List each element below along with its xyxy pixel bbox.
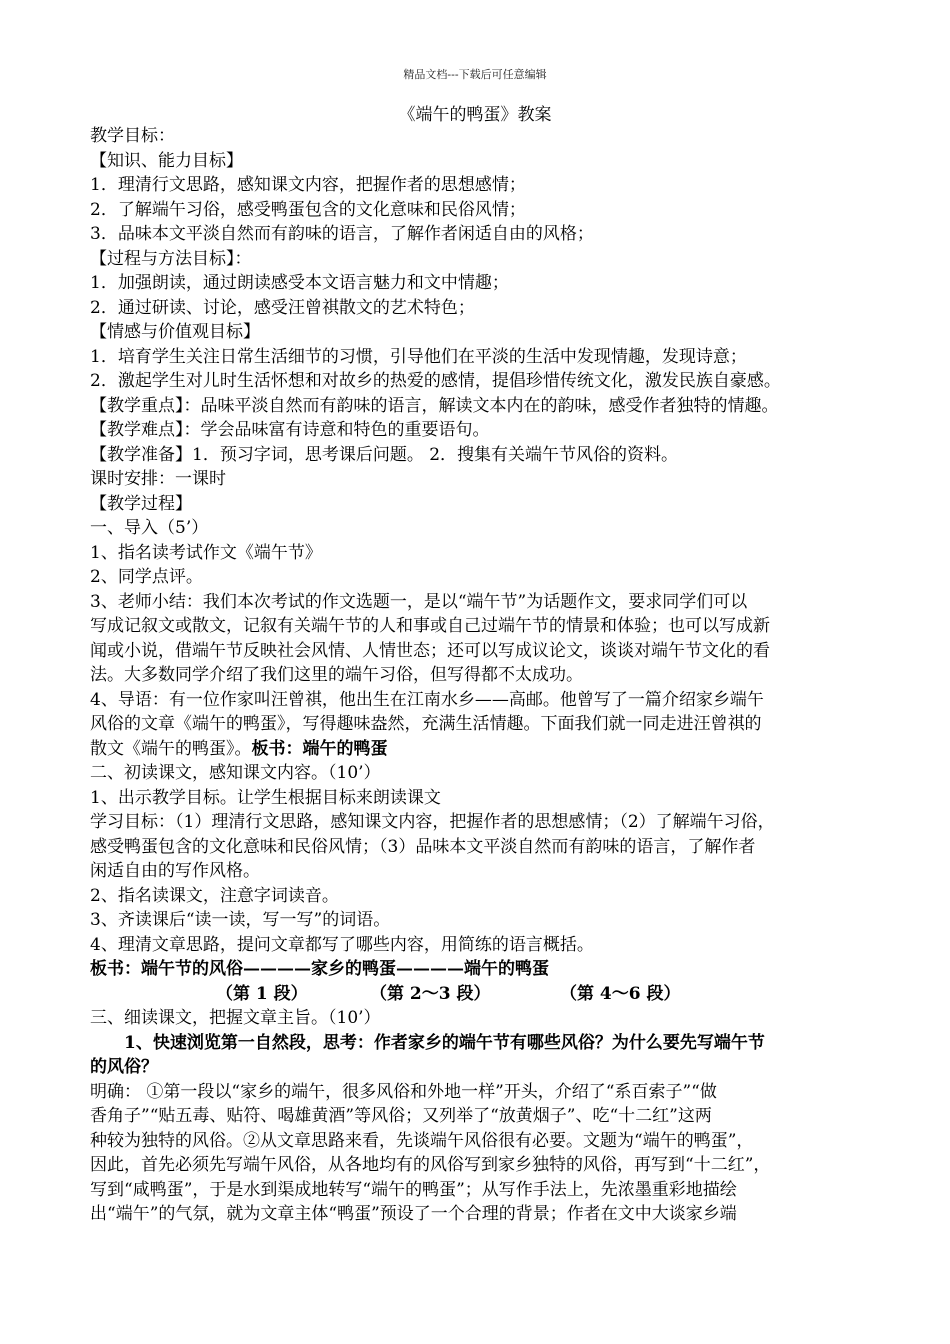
segment-label: （第 2～3 段） (370, 983, 491, 1004)
text-line (90, 737, 870, 762)
text-line: 【教学重点】：品味平淡自然而有韵味的语言，解读文本内在的韵味，感受作者独特的情趣。 (90, 395, 779, 416)
text-line: 一、导入（5’） (90, 518, 209, 538)
text-line: 因此，首先必须先写端午风俗，从各地均有的风俗写到家乡独特的风俗，再写到“十二红”， (90, 1155, 771, 1175)
text-line: 2．了解端午习俗，感受鸭蛋包含的文化意味和民俗风情； (90, 199, 526, 220)
text-line: 3、齐读课后“读一读，写一写”的词语。 (90, 910, 391, 930)
text-line: 闲适自由的写作风格。 (90, 861, 260, 881)
text-line: 感受鸭蛋包含的文化意味和民俗风情；（3）品味本文平淡自然而有韵味的语言，了解作者 (90, 836, 756, 857)
text-line: 2、指名读课文，注意字词读音。 (90, 885, 339, 906)
board-note: 板书：端午节的风俗————家乡的鸭蛋————端午的鸭蛋 (90, 959, 549, 979)
text-line: 二、初读课文，感知课文内容。（10’） (90, 763, 381, 783)
text-line: 闻或小说，借端午节反映社会风情、人情世态；还可以写成议论文，谈谈对端午节文化的看 (90, 640, 770, 661)
text-run: 散文《端午的鸭蛋》。 (90, 738, 252, 759)
text-line: 教学目标： (90, 126, 175, 146)
section-heading: 【知识、能力目标】 (90, 150, 243, 171)
text-line: 2．激起学生对儿时生活怀想和对故乡的热爱的感情，提倡珍惜传统文化，激发民族自豪感。 (90, 371, 781, 391)
text-line: 出“端午”的气氛，就为文章主体“鸭蛋”预设了一个合理的背景；作者在文中大谈家乡端 (90, 1204, 737, 1224)
text-line: 1、出示教学目标。让学生根据目标来朗读课文 (90, 787, 441, 808)
section-heading: 【情感与价值观目标】 (90, 322, 260, 342)
text-line: 种较为独特的风俗。②从文章思路来看，先谈端午风俗很有必要。文题为“端午的鸭蛋”， (90, 1130, 754, 1151)
text-line: 4、理清文章思路，提问文章都写了哪些内容，用简练的语言概括。 (90, 934, 594, 955)
document-body (90, 124, 870, 1227)
text-line: 1．加强朗读，通过朗读感受本文语言魅力和文中情趣； (90, 273, 509, 293)
board-segments (90, 982, 870, 1007)
text-line: 2、同学点评。 (90, 567, 203, 587)
text-line: 课时安排：一课时 (90, 469, 226, 489)
text-line: 风俗的文章《端午的鸭蛋》，写得趣味盎然，充满生活情趣。下面我们就一同走进汪曾祺的 (90, 714, 762, 734)
text-line: 【教学难点】：学会品味富有诗意和特色的重要语句。 (90, 420, 490, 440)
board-note: 板书：端午的鸭蛋 (251, 738, 388, 759)
text-line: 1．培育学生关注日常生活细节的习惯，引导他们在平淡的生活中发现情趣，发现诗意； (90, 346, 747, 367)
text-line: 4、导语：有一位作家叫汪曾祺，他出生在江南水乡——高邮。他曾写了一篇介绍家乡端午 (90, 689, 764, 710)
segment-label: （第 1 段） (216, 983, 308, 1004)
text-line: 写成记叙文或散文，记叙有关端午节的人和事或自己过端午节的情景和体验；也可以写成新 (90, 616, 770, 636)
document-title: 《端午的鸭蛋》教案 (398, 105, 552, 125)
text-line: 1、指名读考试作文《端午节》 (90, 542, 322, 563)
section-heading: 【教学过程】 (90, 493, 192, 514)
page-header: 精品文档---下载后可任意编辑 (403, 68, 547, 81)
text-line: 三、细读课文，把握文章主旨。（10’） (90, 1008, 381, 1028)
text-line: 3．品味本文平淡自然而有韵味的语言，了解作者闲适自由的风格； (90, 224, 594, 244)
text-line: 法。大多数同学介绍了我们这里的端午习俗，但写得都不太成功。 (90, 665, 583, 685)
text-line: 写到“咸鸭蛋”，于是水到渠成地转写“端午的鸭蛋”；从写作手法上，先浓墨重彩地描绘 (90, 1179, 737, 1200)
text-line: 明确： ①第一段以“家乡的端午，很多风俗和外地一样”开头，介绍了“系百索子”“做 (90, 1081, 717, 1102)
question-line: 的风俗？ (90, 1057, 158, 1077)
text-line: 香角子”“贴五毒、贴符、喝雄黄酒”等风俗；又列举了“放黄烟子”、吃“十二红”这两 (90, 1106, 712, 1126)
text-line: 【教学准备】1．预习字词，思考课后问题。 2．搜集有关端午节风俗的资料。 (90, 444, 679, 465)
text-line: 3、老师小结：我们本次考试的作文选题一，是以“端午节”为话题作文，要求同学们可以 (90, 591, 748, 612)
text-line: 学习目标：（1）理清行文思路，感知课文内容，把握作者的思想感情；（2）了解端午习俗， (90, 812, 775, 832)
text-line: 2．通过研读、讨论，感受汪曾祺散文的艺术特色； (90, 297, 475, 318)
text-line: 1．理清行文思路，感知课文内容，把握作者的思想感情； (90, 175, 526, 195)
segment-label: （第 4～6 段） (560, 983, 681, 1004)
question-line: 1、快速浏览第一自然段，思考：作者家乡的端午节有哪些风俗？为什么要先写端午节 (124, 1032, 765, 1053)
section-heading: 【过程与方法目标】： (90, 248, 252, 269)
